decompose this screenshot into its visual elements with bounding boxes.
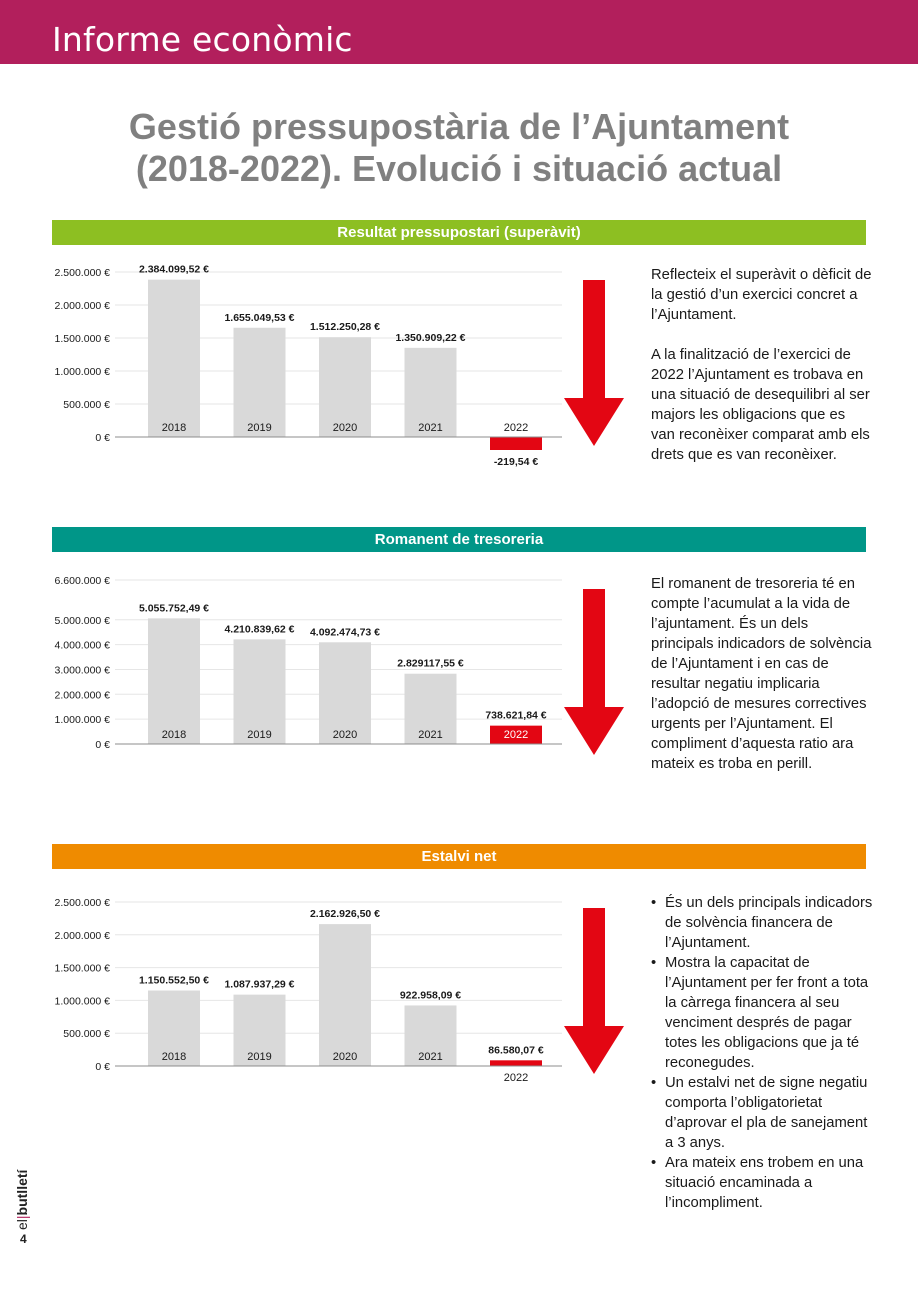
brand-bold: butlletí — [14, 1169, 30, 1216]
description-estalvi — [651, 893, 873, 1213]
y-tick-label: 1.000.000 € — [54, 714, 110, 727]
x-tick-label: 2018 — [161, 729, 187, 741]
bullet-item — [651, 1153, 873, 1213]
description-romanent — [651, 574, 873, 774]
data-label: 738.621,84 € — [485, 709, 547, 722]
x-tick-label: 2022 — [503, 729, 529, 741]
y-tick-label: 2.000.000 € — [54, 689, 110, 702]
x-tick-label: 2021 — [418, 422, 443, 434]
y-tick-label: 500.000 € — [63, 399, 110, 411]
section-header-romanent: Romanent de tresoreria — [52, 527, 866, 552]
bullet-icon: • — [651, 1155, 657, 1171]
chart-romanent — [40, 570, 580, 760]
x-tick-label: 2022 — [503, 1072, 529, 1084]
x-tick-label: 2021 — [418, 1051, 443, 1063]
y-tick-label: 3.000.000 € — [54, 664, 110, 677]
page-title-line-2: (2018-2022). Evolució i situació actual — [135, 148, 783, 189]
y-tick-label: 0 € — [95, 1061, 110, 1073]
data-label: -219,54 € — [493, 456, 539, 468]
y-tick-label: 2.500.000 € — [54, 897, 110, 909]
bar-2022 — [490, 1060, 542, 1066]
y-tick-label: 1.000.000 € — [54, 995, 110, 1008]
y-tick-label: 6.600.000 € — [54, 575, 110, 587]
description-resultat — [651, 265, 873, 465]
y-tick-label: 5.000.000 € — [54, 614, 110, 627]
x-tick-label: 2019 — [247, 729, 272, 741]
bullet-icon: • — [651, 895, 657, 911]
x-tick-label: 2021 — [418, 729, 443, 741]
data-label: 1.512.250,28 € — [309, 321, 381, 334]
x-tick-label: 2019 — [247, 422, 272, 434]
y-tick-label: 2.000.000 € — [54, 929, 110, 942]
section-header-estalvi: Estalvi net — [52, 844, 866, 869]
page-number: 4 — [20, 1232, 27, 1246]
y-tick-label: 2.000.000 € — [54, 300, 110, 312]
data-label: 1.150.552,50 € — [138, 974, 210, 987]
data-label: 1.350.909,22 € — [395, 331, 466, 344]
description-paragraph: El romanent de tresoreria té en compte l’acumulat a la vida de l’ajuntament. És un dels principals indicadors de solvència de l’Ajuntament i en cas de resultar negatiu implicaria l’adopció de mesures correctives urgents per l’Ajuntament. El compliment d’aquesta ratio ara mateix es troba en perill. — [651, 576, 872, 772]
y-tick-label: 0 € — [95, 739, 110, 751]
x-tick-label: 2018 — [161, 422, 187, 434]
data-label: 1.087.937,29 € — [224, 978, 295, 991]
y-tick-label: 0 € — [95, 432, 110, 444]
y-tick-label: 1.000.000 € — [54, 366, 110, 378]
brand-logo — [14, 1150, 30, 1230]
data-label: 2.162.926,50 € — [309, 908, 381, 921]
top-banner — [0, 0, 918, 64]
y-tick-label: 500.000 € — [63, 1028, 110, 1041]
brand-pipe: | — [14, 1215, 30, 1220]
section-header-resultat: Resultat pressupostari (superàvit) — [52, 220, 866, 245]
down-arrow-icon — [564, 908, 624, 1074]
chart-estalvi — [40, 892, 580, 1102]
bullet-list — [651, 893, 873, 1213]
chart-romanent-svg — [40, 570, 580, 760]
y-tick-label: 1.500.000 € — [54, 333, 110, 345]
chart-resultat — [40, 262, 580, 492]
page-title-line-1: Gestió pressupostària de l’Ajuntament — [128, 106, 790, 147]
bullet-icon: • — [651, 955, 657, 971]
data-label: 2.829117,55 € — [397, 657, 464, 670]
chart-resultat-svg — [40, 262, 580, 492]
data-label: 2.384.099,52 € — [138, 263, 210, 276]
down-arrow-icon — [564, 589, 624, 755]
y-tick-label: 1.500.000 € — [54, 962, 110, 975]
data-label: 1.655.049,53 € — [224, 311, 295, 324]
bullet-text: Un estalvi net de signe negatiu comporta l’obligatorietat d’aprovar el pla de sanejament a 3 anys. — [665, 1075, 868, 1151]
bar-2020 — [319, 924, 371, 1066]
chart-estalvi-svg — [40, 892, 580, 1102]
x-tick-label: 2020 — [332, 1051, 358, 1063]
data-label: 922.958,09 € — [399, 989, 462, 1002]
bullet-text: Mostra la capacitat de l’Ajuntament per fer front a tota la càrrega financera al seu venciment després de pagar totes les obligacions que ja té reconegudes. — [665, 955, 869, 1071]
bullet-icon: • — [651, 1075, 657, 1091]
banner-title: Informe econòmic — [52, 20, 353, 59]
x-tick-label: 2020 — [332, 422, 358, 434]
side-brand — [14, 1150, 36, 1230]
x-tick-label: 2018 — [161, 1051, 187, 1063]
description-paragraph: Reflecteix el superàvit o dèficit de la gestió d’un exercici concret a l’Ajuntament. — [651, 267, 872, 323]
down-arrow-icon — [564, 280, 624, 446]
bar-2019 — [234, 328, 286, 437]
x-tick-label: 2019 — [247, 1051, 272, 1063]
bullet-text: És un dels principals indicadors de solvència financera de l’Ajuntament. — [665, 895, 873, 951]
bar-2018 — [148, 618, 200, 744]
y-tick-label: 2.500.000 € — [54, 267, 110, 279]
bar-2022 — [490, 437, 542, 450]
data-label: 4.092.474,73 € — [309, 626, 381, 639]
bullet-text: Ara mateix ens trobem en una situació encaminada a l’incompliment. — [665, 1155, 864, 1211]
bullet-item — [651, 953, 873, 1073]
bullet-item — [651, 1073, 873, 1153]
data-label: 5.055.752,49 € — [138, 602, 210, 615]
bar-2018 — [148, 280, 200, 437]
x-tick-label: 2020 — [332, 729, 358, 741]
bullet-item — [651, 893, 873, 953]
data-label: 4.210.839,62 € — [224, 623, 295, 636]
x-tick-label: 2022 — [503, 422, 529, 434]
description-paragraph: A la finalització de l’exercici de 2022 l’Ajuntament es trobava en una situació de desequilibri al ser majors les obligacions que es van reconèixer comparat amb els drets que es van reconèixer. — [651, 347, 870, 463]
brand-light: el — [14, 1219, 30, 1230]
data-label: 86.580,07 € — [488, 1044, 544, 1057]
page-title — [60, 106, 858, 190]
y-tick-label: 4.000.000 € — [54, 639, 110, 652]
